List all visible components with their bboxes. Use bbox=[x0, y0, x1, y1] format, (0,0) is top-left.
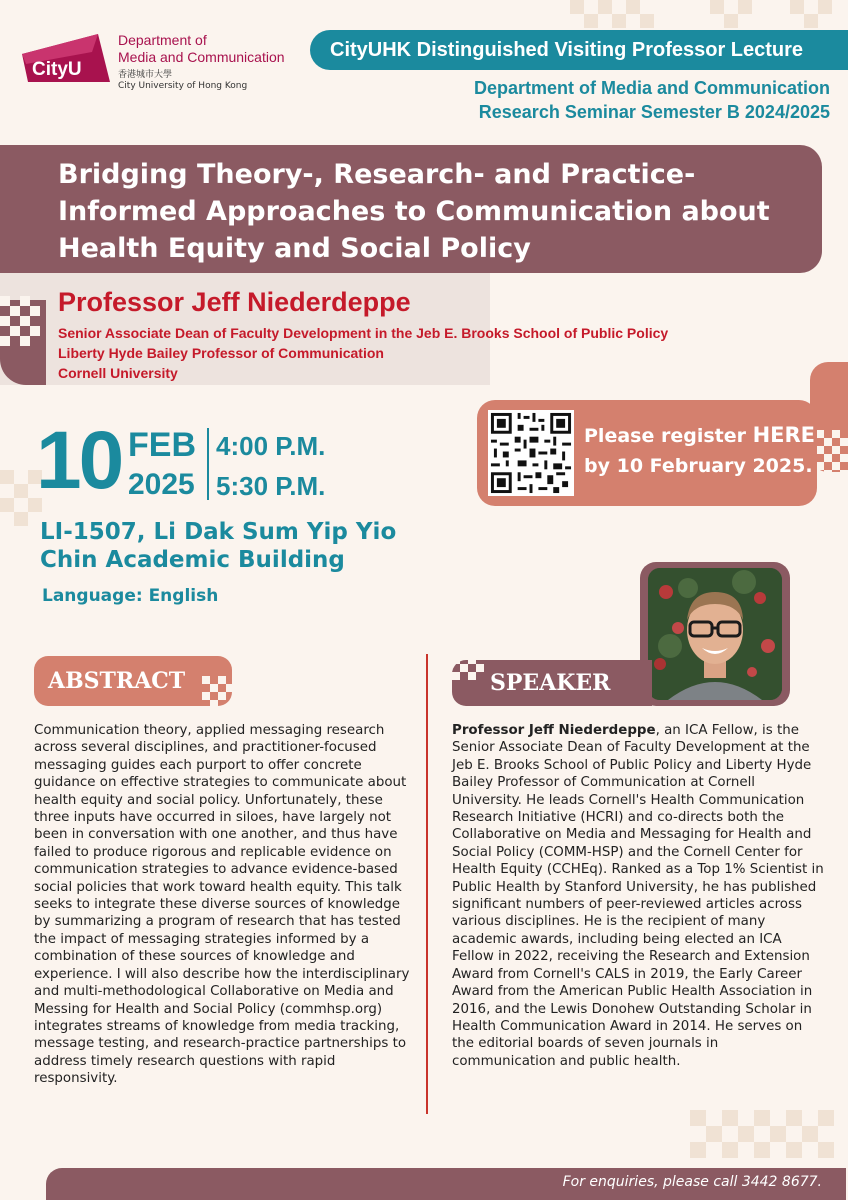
register-prefix: Please register bbox=[584, 425, 753, 447]
event-day: 10 bbox=[36, 415, 122, 506]
checker-pattern-speaker bbox=[0, 296, 46, 352]
checker-pattern-register bbox=[816, 430, 848, 490]
event-year: 2025 bbox=[128, 468, 195, 501]
logo-wordmark: CityU bbox=[32, 59, 82, 80]
register-line-1 bbox=[584, 420, 815, 451]
speaker-photo bbox=[648, 568, 782, 700]
bio-speaker-name: Professor Jeff Niederdeppe bbox=[452, 723, 656, 738]
speaker-bio bbox=[452, 722, 824, 1070]
event-venue: LI-1507, Li Dak Sum Yip Yio Chin Academic Building bbox=[40, 519, 397, 573]
speaker-name: Professor Jeff Niederdeppe bbox=[58, 287, 411, 317]
date-divider bbox=[207, 428, 209, 500]
speaker-role-3: Cornell University bbox=[58, 365, 178, 381]
footer-enquiries: For enquiries, please call 3442 8677. bbox=[562, 1174, 822, 1190]
column-divider bbox=[426, 654, 428, 1114]
dept-line-2: Media and Communication bbox=[118, 49, 285, 65]
checker-pattern-bottom-right bbox=[690, 1110, 848, 1168]
register-deadline: by 10 February 2025. bbox=[584, 455, 813, 477]
event-language: Language: English bbox=[42, 586, 219, 606]
logo-department bbox=[118, 32, 285, 66]
register-link[interactable]: HERE bbox=[752, 423, 816, 447]
subtitle-line-1: Department of Media and Communication bbox=[473, 78, 830, 98]
logo-university-name bbox=[118, 70, 247, 92]
event-time-end: 5:30 P.M. bbox=[216, 471, 326, 501]
checker-pattern-top-right bbox=[570, 0, 848, 30]
event-month: FEB bbox=[128, 426, 196, 464]
university-en: City University of Hong Kong bbox=[118, 81, 248, 91]
bio-text: , an ICA Fellow, is the Senior Associate Dean of Faculty Development at the Jeb E. Brooks School of Public Policy and Liberty Hyde Bailey Professor of Communication at Cornell University. He leads Cornell's Health Communication Research Initiative (HCRI) and co-directs both the Collaborative on Media and Messaging for Health and Social Policy (COMM-HSP) and the Cornell Center for Health Equity (CCHEq). Ranked as a Top 1% Scientist in Public Health by Stanford University, he has published significant numbers of peer-reviewed articles across various disciplines. He is the recipient of many academic awards, including being elected an ICA Fellow in 2022, receiving the Research and Extension Award from Cornell's CALS in 2019, the Early Career Award from the American Public Health Association in 2016, and the Lewis Donohew Outstanding Scholar in Health Communication Award in 2014. He serves on the editorial boards of seven journals in communication and public health. bbox=[452, 723, 824, 1069]
lecture-banner: CityUHK Distinguished Visiting Professor Lecture bbox=[310, 30, 848, 70]
chinese-name: 香港城市大學 bbox=[118, 70, 173, 80]
seminar-subtitle bbox=[474, 76, 830, 124]
checker-pattern-speaker-tab bbox=[452, 656, 484, 688]
speaker-role-2: Liberty Hyde Bailey Professor of Communication bbox=[58, 345, 384, 361]
cityu-logo bbox=[18, 30, 110, 86]
abstract-heading: ABSTRACT bbox=[48, 668, 186, 694]
talk-title: Bridging Theory-, Research- and Practice-Informed Approaches to Communication about Health Equity and Social Policy bbox=[58, 159, 770, 264]
event-time-start: 4:00 P.M. bbox=[216, 431, 326, 461]
speaker-role-1: Senior Associate Dean of Faculty Development in the Jeb E. Brooks School of Public Policy bbox=[58, 325, 669, 341]
subtitle-line-2: Research Seminar Semester B 2024/2025 bbox=[478, 102, 830, 122]
checker-pattern-abstract bbox=[202, 676, 234, 708]
register-cta[interactable] bbox=[584, 420, 815, 481]
speaker-heading: SPEAKER bbox=[490, 670, 611, 696]
dept-line-1: Department of bbox=[118, 32, 207, 48]
registration-qr-code[interactable] bbox=[488, 410, 574, 496]
abstract-text: Communication theory, applied messaging research across several disciplines, and practitioner-focused messaging guides each purport to offer concrete guidance on effective strategies to communicate about health equity and social policy. Unfortunately, these three inputs have occurred in siloes, have largely not been in conversation with one another, and thus have failed to produce rigorous and replicable evidence on communication strategies to advance evidence-based social policies that work toward health equity. This talk seeks to integrate these diverse sources of knowledge by summarizing a program of research that has tested the impact of messaging strategies informed by a combination of these sources of knowledge and experience. I will also describe how the interdisciplinary and multi-methodological Collaborative on Media and Messing for Health and Social Policy (commhsp.org) integrates streams of knowledge from media tracking, message testing, and research-practice partnerships to address timely research questions with rapid responsivity. bbox=[34, 723, 410, 1087]
